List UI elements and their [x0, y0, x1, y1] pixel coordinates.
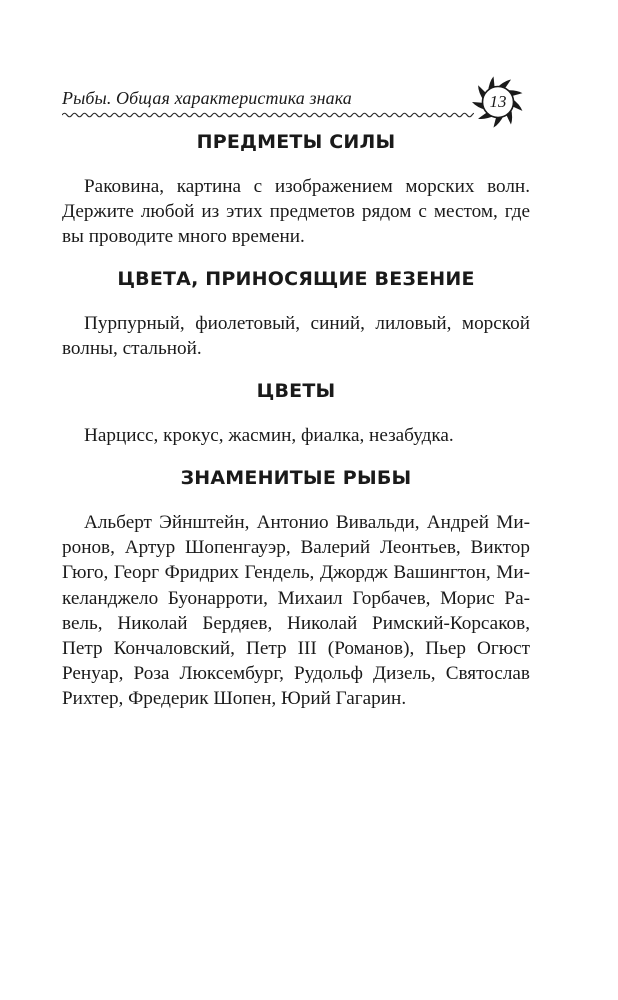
section-famous-pisces — [62, 467, 530, 712]
section-text: Альберт Эйнштейн, Антонио Вивальди, Андрей Миронов, Артур Шопенгауэр, Валерий Леонтьев, Виктор Гюго, Георг Фридрих Гендель, Джордж Вашингтон, Микеланджело Буонарроти, Михаил Горбачев, Морис Равель, Николай Бердяев, Николай Римский-Корсаков, Петр Кончаловский, Петр III (Романов), Пьер Огюст Ренуар, Роза Люксембург, Рудольф Дизель, Святослав Рихтер, Фредерик Шопен, Юрий Гагарин. — [62, 512, 530, 710]
wave-divider — [62, 111, 474, 119]
page-number: 13 — [489, 92, 507, 111]
section-heading: ПРЕДМЕТЫ СИЛЫ — [196, 131, 396, 153]
running-title: Рыбы. Общая характеристика знака — [62, 88, 352, 108]
running-head — [62, 86, 518, 112]
section-heading: ЗНАМЕНИТЫЕ РЫБЫ — [180, 467, 412, 489]
section-flowers — [62, 380, 530, 448]
section-power-objects — [62, 131, 530, 250]
section-heading: ЦВЕТА, ПРИНОСЯЩИЕ ВЕЗЕНИЕ — [117, 268, 475, 290]
section-heading: ЦВЕТЫ — [256, 380, 336, 402]
section-text: Нарцисс, крокус, жасмин, фиалка, незабудка. — [84, 425, 454, 446]
section-text: Раковина, картина с изображением морских волн. Держите любой из этих предметов рядом с местом, где вы проводите много времени. — [62, 176, 530, 248]
section-text: Пурпурный, фиолетовый, синий, лиловый, морской волны, стальной. — [62, 313, 530, 360]
section-lucky-colors — [62, 268, 530, 361]
